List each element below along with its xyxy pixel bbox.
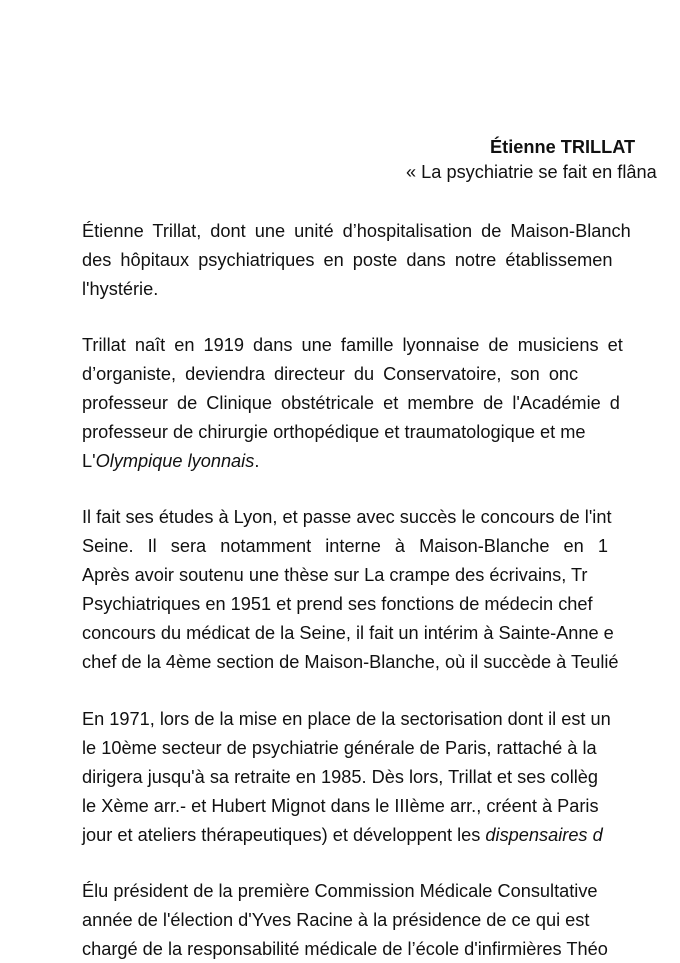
- paragraph-4-line-4: le Xème arr.- et Hubert Mignot dans le IIIème arr., créent à Paris: [82, 796, 599, 816]
- paragraph-2-line-5: [82, 449, 259, 473]
- paragraph-1-line-1: Étienne Trillat, dont une unité d’hospitalisation de Maison-Blanch: [82, 221, 631, 241]
- paragraph-1-line-2: des hôpitaux psychiatriques en poste dans notre établissemen: [82, 250, 613, 270]
- paragraph-1-line-3: l'hystérie.: [82, 279, 159, 299]
- paragraph-2-line-1: Trillat naît en 1919 dans une famille lyonnaise de musiciens et: [82, 335, 623, 355]
- paragraph-2-line-5-prefix: L': [82, 451, 96, 471]
- paragraph-4-line-3: dirigera jusqu'à sa retraite en 1985. Dès lors, Trillat et ses collèg: [82, 767, 599, 787]
- paragraph-3-line-5: concours du médicat de la Seine, il fait un intérim à Sainte-Anne e: [82, 623, 614, 643]
- paragraph-3-line-6: chef de la 4ème section de Maison-Blanche, où il succède à Teulié: [82, 652, 619, 672]
- paragraph-3-line-3: Après avoir soutenu une thèse sur La crampe des écrivains, Tr: [82, 565, 588, 585]
- paragraph-2-line-2: d’organiste, deviendra directeur du Conservatoire, son onc: [82, 364, 579, 384]
- paragraph-4-line-5-prefix: jour et ateliers thérapeutiques) et développent les: [82, 825, 486, 845]
- dispensaires-italic: dispensaires d: [485, 825, 603, 845]
- document-title: Étienne TRILLAT: [490, 137, 636, 157]
- paragraph-3-line-1: Il fait ses études à Lyon, et passe avec succès le concours de l'int: [82, 507, 612, 527]
- paragraph-5-line-3: chargé de la responsabilité médicale de l’école d'infirmières Théo: [82, 939, 608, 959]
- document-subtitle-quote: « La psychiatrie se fait en flâna: [406, 162, 657, 182]
- paragraph-5-line-1: Élu président de la première Commission Médicale Consultative: [82, 881, 598, 901]
- paragraph-2-line-5-suffix: .: [254, 451, 260, 471]
- paragraph-3-line-2: Seine. Il sera notamment interne à Maison-Blanche en 1: [82, 536, 608, 556]
- paragraph-4-line-1: En 1971, lors de la mise en place de la sectorisation dont il est un: [82, 709, 611, 729]
- paragraph-5-line-2: année de l'élection d'Yves Racine à la présidence de ce qui est: [82, 910, 590, 930]
- paragraph-4-line-2: le 10ème secteur de psychiatrie générale de Paris, rattaché à la: [82, 738, 597, 758]
- paragraph-2-line-4: professeur de chirurgie orthopédique et traumatologique et me: [82, 422, 586, 442]
- olympique-lyonnais-italic: Olympique lyonnais: [95, 451, 255, 471]
- paragraph-2-line-3: professeur de Clinique obstétricale et membre de l'Académie d: [82, 393, 620, 413]
- paragraph-4-line-5: [82, 823, 603, 847]
- paragraph-3-line-4: Psychiatriques en 1951 et prend ses fonctions de médecin chef: [82, 594, 593, 614]
